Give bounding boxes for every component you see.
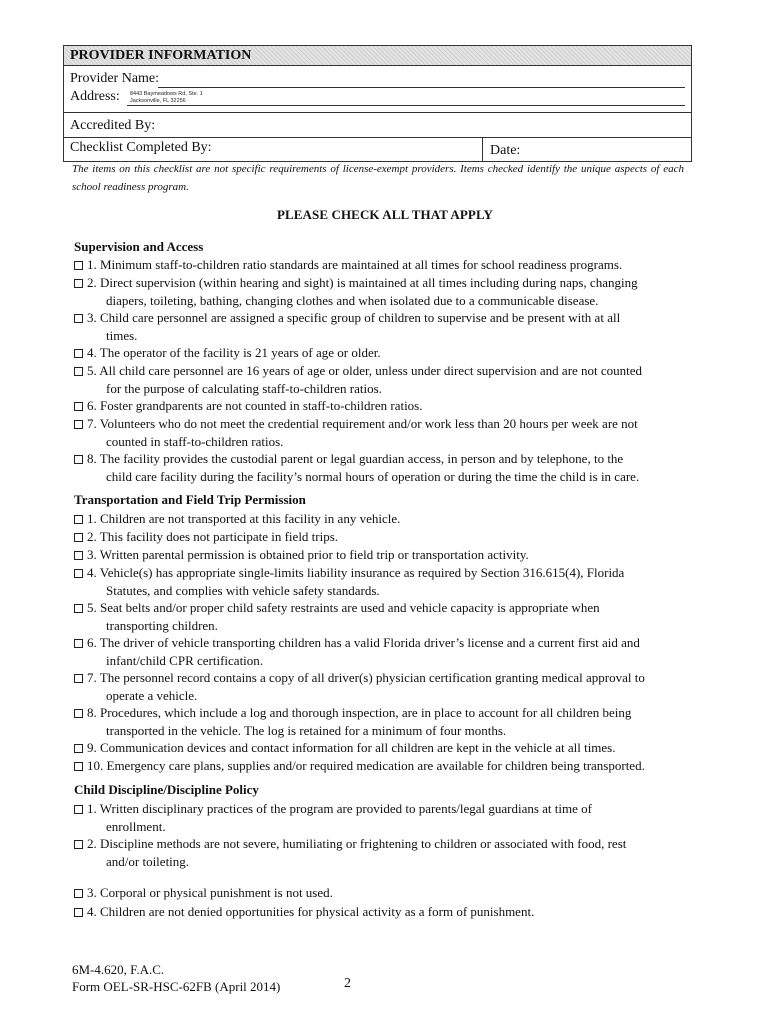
checkbox[interactable] (74, 639, 83, 648)
item-text: operate a vehicle. (106, 687, 198, 703)
checkbox[interactable] (74, 805, 83, 814)
checklist-item[interactable] (74, 450, 690, 485)
checklist-item[interactable] (74, 800, 690, 835)
checkbox[interactable] (74, 674, 83, 683)
item-text: Written disciplinary practices of the program are provided to parents/legal guardians at time of (99, 801, 592, 816)
item-text: Communication devices and contact information for all children are kept in the vehicle at all times. (100, 740, 616, 755)
item-text: Children are not transported at this facility in any vehicle. (100, 511, 401, 526)
item-text: Procedures, which include a log and thorough inspection, are in place to account for all children being (100, 705, 632, 720)
item-number: 6. (87, 398, 100, 413)
address-rule (127, 105, 685, 106)
accredited-by-label: Accredited By: (70, 118, 156, 133)
provider-name-address-block (64, 66, 691, 113)
item-text: infant/child CPR certification. (106, 652, 264, 668)
item-number: 8. (87, 451, 100, 466)
checkbox[interactable] (74, 314, 83, 323)
checkbox[interactable] (74, 261, 83, 270)
main-heading: PLEASE CHECK ALL THAT APPLY (276, 207, 494, 222)
item-text: Child care personnel are assigned a specific group of children to supervise and be present with at all (100, 310, 621, 325)
item-number: 1. (87, 511, 100, 526)
checklist-item[interactable] (74, 903, 690, 921)
item-number: 4. (87, 565, 100, 580)
checkbox[interactable] (74, 744, 83, 753)
checklist-item[interactable] (74, 344, 690, 362)
footer-form-id: Form OEL-SR-HSC-62FB (April 2014) (72, 979, 281, 994)
item-text: for the purpose of calculating staff-to-children ratios. (106, 380, 382, 396)
item-number: 3. (87, 885, 100, 900)
checkbox[interactable] (74, 551, 83, 560)
checkbox[interactable] (74, 533, 83, 542)
item-text: Direct supervision (within hearing and sight) is maintained at all times including during naps, changing (100, 275, 638, 290)
checklist-item[interactable] (74, 739, 690, 757)
item-text: Seat belts and/or proper child safety restraints are used and vehicle capacity is appropriate when (100, 600, 600, 615)
checklist-item[interactable] (74, 835, 690, 870)
provider-information-table (63, 45, 692, 162)
item-text: child care facility during the facility’s normal hours of operation or during the time the child is in care. (106, 468, 640, 484)
item-number: 8. (87, 705, 100, 720)
item-text: transporting children. (106, 617, 218, 633)
checklist-item[interactable] (74, 884, 690, 902)
checklist-item[interactable] (74, 546, 690, 564)
item-text: Statutes, and complies with vehicle safety standards. (106, 582, 380, 598)
item-text: Emergency care plans, supplies and/or required medication are available for children being transported. (106, 758, 645, 773)
item-text: counted in staff-to-children ratios. (106, 433, 284, 449)
item-number: 9. (87, 740, 100, 755)
item-text: Discipline methods are not severe, humiliating or frightening to children or associated with food, rest (100, 836, 627, 851)
checklist-item[interactable] (74, 528, 690, 546)
disclaimer-text: The items on this checklist are not specific requirements of license-exempt providers. Items checked identify the unique aspects of each school readiness program. (72, 163, 684, 193)
checklist-item[interactable] (74, 256, 690, 274)
checkbox[interactable] (74, 604, 83, 613)
item-number: 10. (87, 758, 107, 773)
item-text: Foster grandparents are not counted in staff-to-children ratios. (100, 398, 423, 413)
item-text: This facility does not participate in field trips. (99, 529, 339, 544)
section-heading-discipline: Child Discipline/Discipline Policy (74, 782, 259, 797)
checklist-item[interactable] (74, 362, 690, 397)
checklist-completed-by-label: Checklist Completed By: (70, 140, 212, 155)
item-text: The personnel record contains a copy of all driver(s) physician certification granting medical approval to (99, 670, 645, 685)
item-number: 2. (87, 529, 100, 544)
section-heading-supervision: Supervision and Access (74, 239, 204, 254)
checklist-item[interactable] (74, 309, 690, 344)
checklist-item[interactable] (74, 599, 690, 634)
item-number: 7. (87, 670, 100, 685)
item-number: 7. (87, 416, 100, 431)
address-line-2: Jacksonville, FL 32256 (130, 98, 186, 104)
checkbox[interactable] (74, 367, 83, 376)
item-number: 6. (87, 635, 100, 650)
checkbox[interactable] (74, 889, 83, 898)
item-number: 5. (87, 600, 100, 615)
completed-by-row (64, 138, 691, 161)
item-text: Vehicle(s) has appropriate single-limits liability insurance as required by Section 316.615(4), Florida (99, 565, 625, 580)
item-text: The facility provides the custodial parent or legal guardian access, in person and by telephone, to the (99, 451, 624, 466)
item-text: diapers, toileting, bathing, changing clothes and when isolated due to a communicable disease. (106, 292, 599, 308)
item-number: 4. (87, 904, 100, 919)
item-text: Corporal or physical punishment is not used. (100, 885, 333, 900)
checkbox[interactable] (74, 279, 83, 288)
checklist-item[interactable] (74, 510, 690, 528)
checkbox[interactable] (74, 908, 83, 917)
item-text: The driver of vehicle transporting children has a valid Florida driver’s license and a current first aid and (99, 635, 640, 650)
checkbox[interactable] (74, 420, 83, 429)
checkbox[interactable] (74, 515, 83, 524)
provider-name-label: Provider Name: (70, 71, 160, 86)
item-number: 4. (87, 345, 100, 360)
item-number: 1. (87, 801, 100, 816)
address-line-1: 8443 Baymeadows Rd, Ste. 1 (130, 91, 203, 97)
checkbox[interactable] (74, 569, 83, 578)
address-label: Address: (70, 89, 120, 104)
checklist-item[interactable] (74, 397, 690, 415)
checkbox[interactable] (74, 455, 83, 464)
date-field[interactable] (483, 138, 691, 161)
checklist-item[interactable] (74, 634, 690, 669)
item-number: 2. (87, 836, 100, 851)
item-text: All child care personnel are 16 years of age or older, unless under direct supervision and are not counted (99, 363, 643, 378)
section-heading-transportation: Transportation and Field Trip Permission (74, 492, 306, 507)
checklist-item[interactable] (74, 704, 690, 739)
item-text: and/or toileting. (106, 853, 190, 869)
checkbox[interactable] (74, 840, 83, 849)
item-number: 3. (87, 547, 100, 562)
date-label: Date: (490, 143, 521, 158)
checkbox[interactable] (74, 402, 83, 411)
item-text: Volunteers who do not meet the credential requirement and/or work less than 20 hours per week are not (99, 416, 638, 431)
item-number: 2. (87, 275, 100, 290)
checkbox[interactable] (74, 709, 83, 718)
item-number: 5. (87, 363, 100, 378)
item-text: The operator of the facility is 21 years of age or older. (99, 345, 381, 360)
checklist-item[interactable] (74, 274, 690, 309)
address-value[interactable] (130, 91, 203, 105)
item-number: 1. (87, 257, 100, 272)
item-text: Minimum staff-to-children ratio standards are maintained at all times for school readiness programs. (100, 257, 623, 272)
item-text: Written parental permission is obtained prior to field trip or transportation activity. (99, 547, 529, 562)
item-number: 3. (87, 310, 100, 325)
item-text: transported in the vehicle. The log is retained for a minimum of four months. (106, 722, 507, 738)
item-text: enrollment. (106, 818, 166, 834)
checkbox[interactable] (74, 762, 83, 771)
item-text: Children are not denied opportunities for physical activity as a form of punishment. (100, 904, 535, 919)
checklist-item[interactable] (74, 564, 690, 599)
provider-name-field[interactable] (158, 87, 685, 88)
checklist-item[interactable] (74, 415, 690, 450)
provider-information-header: PROVIDER INFORMATION (64, 46, 691, 66)
checklist-completed-by-field[interactable] (64, 138, 483, 161)
item-text: times. (106, 327, 138, 343)
checkbox[interactable] (74, 349, 83, 358)
page-number: 2 (344, 976, 351, 991)
checklist-item[interactable] (74, 669, 690, 704)
accredited-by-field[interactable] (64, 113, 691, 138)
checklist-item[interactable] (74, 757, 690, 775)
footer-rule-citation: 6M-4.620, F.A.C. (72, 962, 165, 977)
